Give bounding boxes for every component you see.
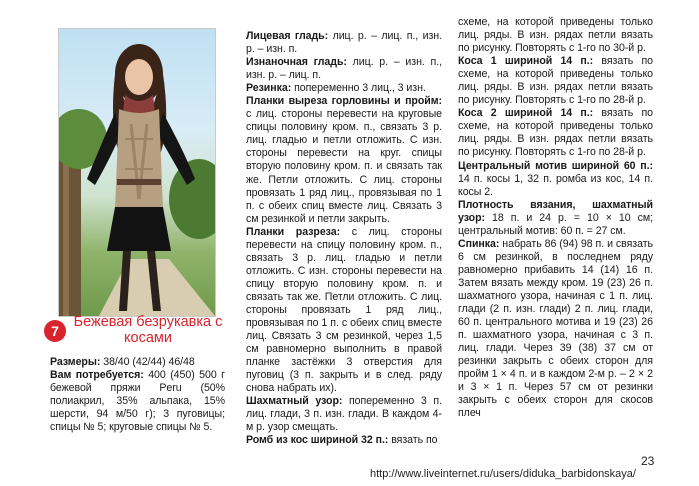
project-caption: [44, 312, 230, 352]
paragraph-heading: Размеры:: [50, 356, 101, 368]
paragraph: [458, 238, 653, 421]
column-2: [246, 30, 442, 448]
paragraph-text: лиц. р. – лиц. п., изн. р. – изн. п.: [246, 30, 442, 56]
paragraph-text: набрать 86 (94) 98 п. и связать 6 см резинкой, в последнем ряду равномерно прибавить 14 (14) 16 п. Затем вязать между кром. 19 (23) 26 п. шахматного узора, начиная с 1 п. лиц. глади (2 п. изн. глади) 2 п. лиц. глади, 60 п. центрального мотива и 19 (23) 26 п. шахматного узора, начиная с 3 п. лиц. глади. Через 39 (38) 37 см от резинки закрыть с обеих сторон для пройм 1 × 4 п. и в каждом 2-м р. – 2 × 2 и 3 × 1 п. Через 57 см от резинки закрыть с обеих сторон для скосов плеч: [458, 237, 653, 420]
paragraph: [246, 95, 442, 225]
paragraph-heading: Плотность вязания, шахматный узор:: [458, 198, 653, 224]
paragraph-text: лиц. р. – изн. п., изн. р. – лиц. п.: [246, 56, 442, 82]
paragraph-text: вязать по схеме, на которой приведены только лиц. ряды. В изн. рядах петли вязать по рисунку. Повторять с 1-го по 28-й р.: [458, 107, 653, 159]
column-1: [50, 356, 225, 434]
project-title: Бежевая безрукавка с косами: [73, 314, 223, 346]
paragraph-text: 400 (450) 500 г бежевой пряжи Peru (50% полиакрил, 35% альпака, 15% шерсти, 94 м/50 г); 3 пуговицы; спицы № 5; круговые спицы № 5.: [50, 369, 225, 434]
paragraph-text: вязать по: [388, 434, 438, 447]
paragraph-heading: Спинка:: [458, 237, 500, 250]
paragraph: [246, 434, 442, 447]
page-number: 23: [641, 454, 655, 468]
paragraph-text: 38/40 (42/44) 46/48: [100, 356, 195, 368]
paragraph: [246, 82, 442, 95]
paragraph: [246, 56, 442, 82]
paragraph: [246, 30, 442, 56]
paragraph: [458, 107, 653, 159]
paragraph-text: 18 п. и 24 р. = 10 × 10 см; центральный мотив: 60 п. = 27 см.: [458, 211, 653, 237]
paragraph-heading: Центральный мотив шириной 60 п.:: [458, 159, 653, 172]
paragraph-text: схеме, на которой приведены только лиц. ряды. В изн. рядах петли вязать по рисунку. Повторять с 1-го по 30-й р.: [458, 16, 653, 55]
paragraph: [50, 369, 225, 434]
paragraph-heading: Лицевая гладь:: [246, 30, 329, 42]
paragraph-text: с лиц. стороны перевести на круговые спицы половину кром. п., связать 3 р. лиц. гладью и петли отложить. С изн. стороны перевести на круг. спицы вторую половину кром. п. и связать так же. Петли отложить. С лиц. стороны провязать 1 ряд лиц., провязывая по 1 п. с обеих спиц вместе лиц. Связать 3 см резинкой и петли закрыть.: [246, 108, 442, 225]
paragraph: [458, 55, 653, 107]
paragraph-text: вязать по схеме, на которой приведены только лиц. ряды. В изн. рядах петли вязать по рисунку. Повторять с 1-го по 28-й р.: [458, 55, 653, 107]
paragraph: [458, 160, 653, 199]
project-number-badge: 7: [44, 320, 66, 342]
paragraph-heading: Планки выреза горловины и пройм:: [246, 95, 442, 108]
paragraph-text: попеременно 3 лиц., 3 изн.: [291, 82, 426, 95]
paragraph-heading: Вам потребуется:: [50, 369, 144, 382]
paragraph: [246, 395, 442, 434]
paragraph-text: с лиц. стороны перевести на спицу половину кром. п., связать 3 р. лиц. гладью и петли отложить. С изн. стороны перевести на спицу вторую половину кром. п. и связать так же. Петли отложить. С лиц. стороны провязать 1 ряд лиц., провязывая по 1 п. с обеих спиц вместе лиц. Связать 3 см резинкой, через 1,5 см равномерно выполнить в правой планке застёжки 3 отверстия для пуговиц (3 п. закрыть и в след. ряду снова набрать их).: [246, 225, 442, 395]
paragraph-heading: Коса 2 шириной 14 п.:: [458, 107, 594, 120]
model-illustration: [59, 29, 215, 316]
model-photo: [58, 28, 216, 317]
paragraph: [458, 199, 653, 238]
paragraph: [246, 226, 442, 396]
paragraph-heading: Коса 1 шириной 14 п.:: [458, 55, 594, 68]
paragraph-heading: Изнаночная гладь:: [246, 56, 347, 69]
paragraph-text: попеременно 3 п. лиц. глади, 3 п. изн. глади. В каждом 4-м р. узор смещать.: [246, 395, 442, 434]
paragraph: [50, 356, 225, 369]
paragraph-heading: Планки разреза:: [246, 225, 341, 238]
paragraph-heading: Резинка:: [246, 82, 292, 95]
column-3: [458, 16, 653, 420]
paragraph-heading: Ромб из кос шириной 32 п.:: [246, 434, 389, 447]
paragraph-text: 14 п. косы 1, 32 п. ромба из кос, 14 п. косы 2.: [458, 172, 653, 198]
paragraph: [458, 16, 653, 55]
paragraph-heading: Шахматный узор:: [246, 395, 343, 408]
source-url: http://www.liveinternet.ru/users/diduka_barbidonskaya/: [370, 468, 636, 480]
